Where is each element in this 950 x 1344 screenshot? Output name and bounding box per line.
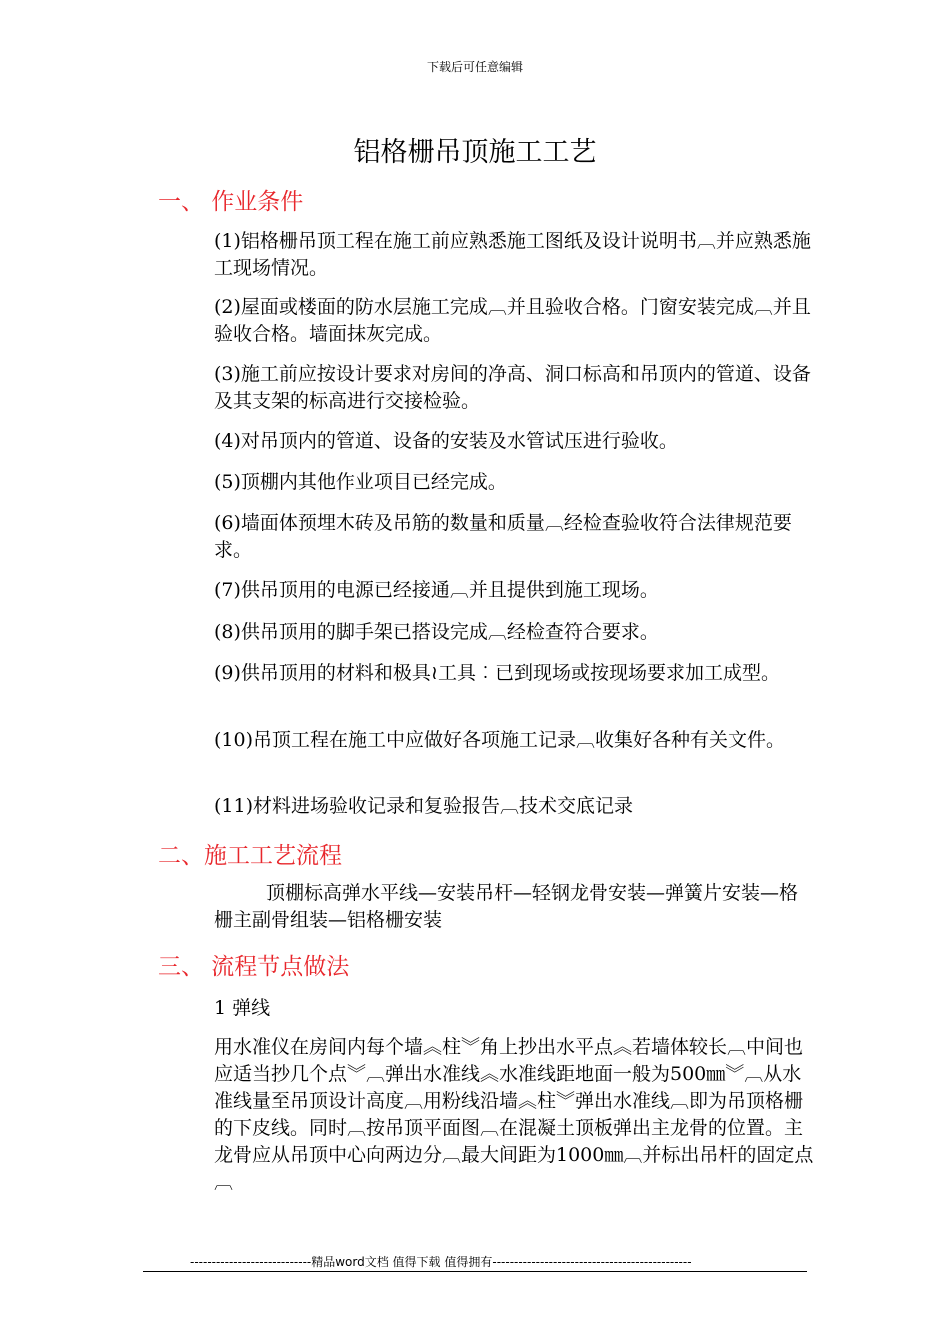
condition-item-10: (10)吊顶工程在施工中应做好各项施工记录︹收集好各种有关文件。 xyxy=(214,729,786,751)
condition-item-11: (11)材料进场验收记录和复验报告︹技术交底记录 xyxy=(214,795,634,817)
footer-text: ----------------------------精品word文档 值得下载 值得拥有---------------------------------------------- xyxy=(190,1255,692,1269)
condition-item-2: (2)屋面或楼面的防水层施工完成︹并且验收合格。门窗安装完成︹并且验收合格。墙面抹灰完成。 xyxy=(214,296,811,345)
section-heading-process-flow: 二、施工工艺流程 xyxy=(158,843,342,869)
condition-item-4: (4)对吊顶内的管道、设备的安装及水管试压进行验收。 xyxy=(214,430,678,452)
condition-item-7: (7)供吊顶用的电源已经接通︹并且提供到施工现场。 xyxy=(214,579,659,601)
section-heading-work-conditions: 一、 作业条件 xyxy=(158,189,304,215)
condition-item-5: (5)顶棚内其他作业项目已经完成。 xyxy=(214,471,507,493)
header-note: 下载后可任意编辑 xyxy=(426,60,523,74)
step-1-text: 用水准仪在房间内每个墙︽柱︾角上抄出水平点︽若墙体较长︹中间也应适当抄几个点︾︹弹出水准线︽水准线距地面一般为500㎜︾︹从水准线量至吊顶设计高度︹用粉线沿墙︽柱︾弹出水准线︹即为吊顶格栅的下皮线。同时︹按吊顶平面图︹在混凝土顶板弹出主龙骨的位置。主龙骨应从吊顶中心向两边分︹最大间距为1000㎜︹并标出吊杆的固定点︹ xyxy=(214,1036,814,1193)
condition-item-9: (9)供吊顶用的材料和极具≀工具︰已到现场或按现场要求加工成型。 xyxy=(214,662,781,684)
condition-item-1: (1)铝格栅吊顶工程在施工前应熟悉施工图纸及设计说明书︹并应熟悉施工现场情况。 xyxy=(214,230,811,279)
condition-item-3: (3)施工前应按设计要求对房间的净高、洞口标高和吊顶内的管道、设备及其支架的标高进行交接检验。 xyxy=(214,363,811,412)
document-title: 铝格栅吊顶施工工艺 xyxy=(353,137,597,168)
section-heading-node-methods: 三、 流程节点做法 xyxy=(158,954,350,980)
step-1-title: 1 弹线 xyxy=(214,997,271,1019)
condition-item-8: (8)供吊顶用的脚手架已搭设完成︹经检查符合要求。 xyxy=(214,621,659,643)
process-flow-text: 顶棚标高弹水平线—安装吊杆—轻钢龙骨安装—弹簧片安装—格栅主副骨组装—铝格栅安装 xyxy=(214,882,799,931)
footer-divider xyxy=(143,1271,807,1272)
condition-item-6: (6)墙面体预埋木砖及吊筋的数量和质量︹经检查验收符合法律规范要求。 xyxy=(214,512,792,561)
